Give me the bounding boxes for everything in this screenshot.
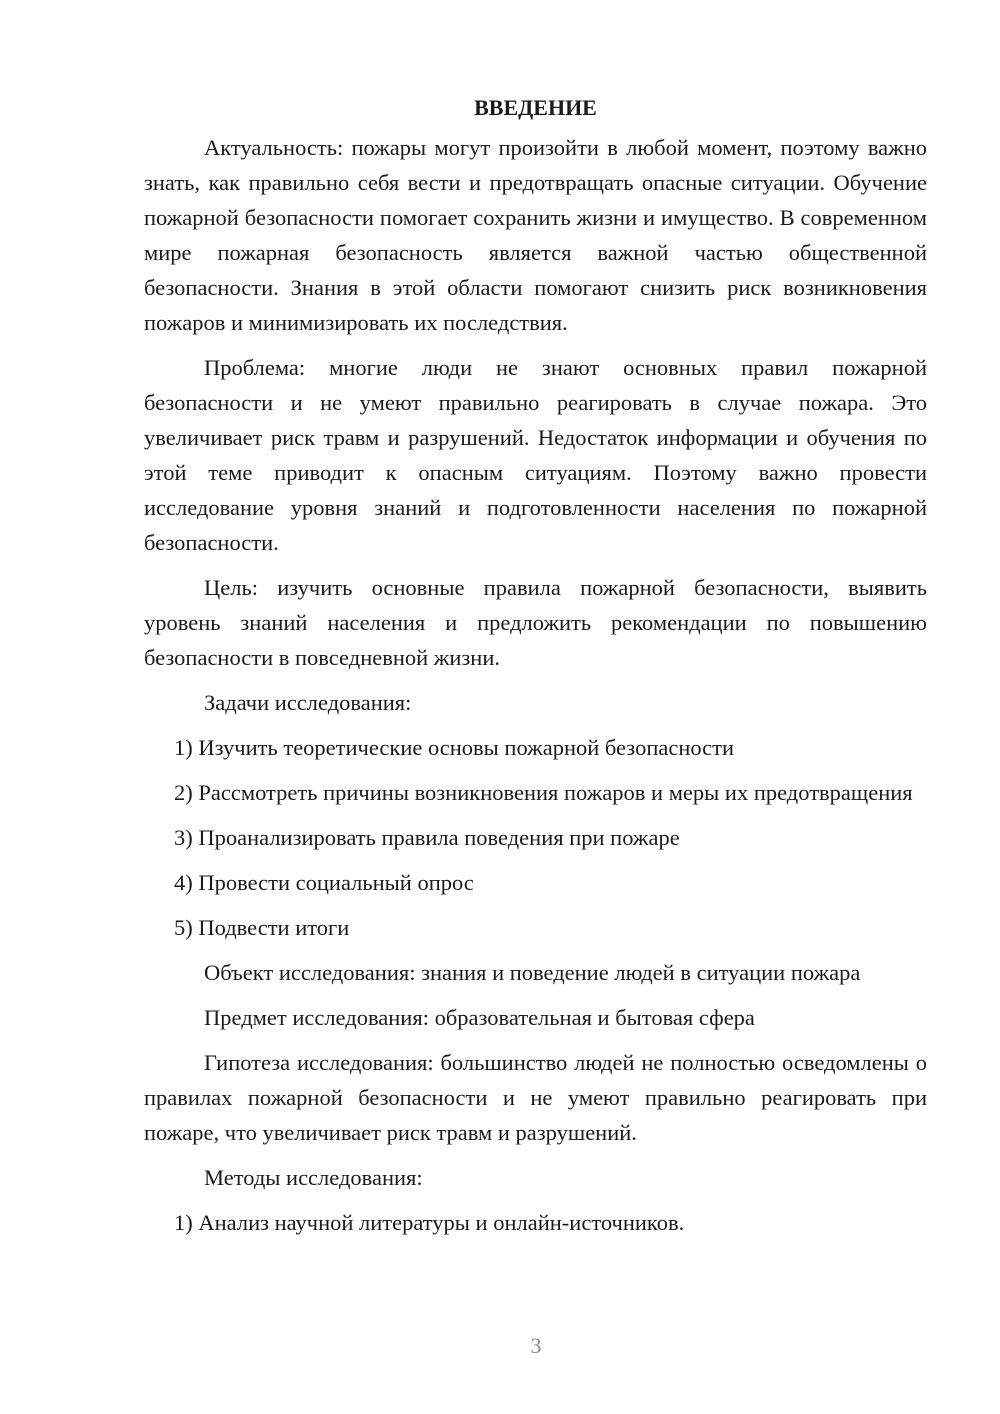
goal-paragraph: Цель: изучить основные правила пожарной безопасности, выявить уровень знаний населения и предложить рекомендации по повышению безопасности в повседневной жизни. — [144, 575, 927, 670]
task-item: 3) Проанализировать правила поведения при пожаре — [174, 825, 680, 850]
problem-paragraph: Проблема: многие люди не знают основных правил пожарной безопасности и не умеют правильно реагировать в случае пожара. Это увеличивает риск травм и разрушений. Недостаток информации и обучения по этой теме приводит к опасным ситуациям. Поэтому важно провести исследование уровня знаний и подготовленности населения по пожарной безопасности. — [144, 355, 927, 555]
task-item: 5) Подвести итоги — [174, 915, 350, 940]
hypothesis-paragraph: Гипотеза исследования: большинство людей не полностью осведомлены о правилах пожарной безопасности и не умеют правильно реагировать при пожаре, что увеличивает риск травм и разрушений. — [144, 1050, 927, 1145]
document-page — [144, 90, 927, 1250]
relevance-paragraph: Актуальность: пожары могут произойти в любой момент, поэтому важно знать, как правильно себя вести и предотвращать опасные ситуации. Обучение пожарной безопасности помогает сохранить жизни и имущество. В современном мире пожарная безопасность является важной частью общественной безопасности. Знания в этой области помогают снизить риск возникновения пожаров и минимизировать их последствия. — [144, 135, 927, 335]
subject-line: Предмет исследования: образовательная и бытовая сфера — [204, 1005, 755, 1030]
page-title: ВВЕДЕНИЕ — [474, 95, 597, 120]
task-item: 2) Рассмотреть причины возникновения пожаров и меры их предотвращения — [174, 780, 913, 805]
page-number: 3 — [530, 1333, 542, 1358]
method-item: 1) Анализ научной литературы и онлайн-источников. — [174, 1210, 685, 1235]
object-line: Объект исследования: знания и поведение людей в ситуации пожара — [204, 960, 861, 985]
task-item: 4) Провести социальный опрос — [174, 870, 474, 895]
tasks-title: Задачи исследования: — [204, 690, 412, 715]
methods-title: Методы исследования: — [204, 1165, 423, 1190]
task-item: 1) Изучить теоретические основы пожарной безопасности — [174, 735, 735, 760]
